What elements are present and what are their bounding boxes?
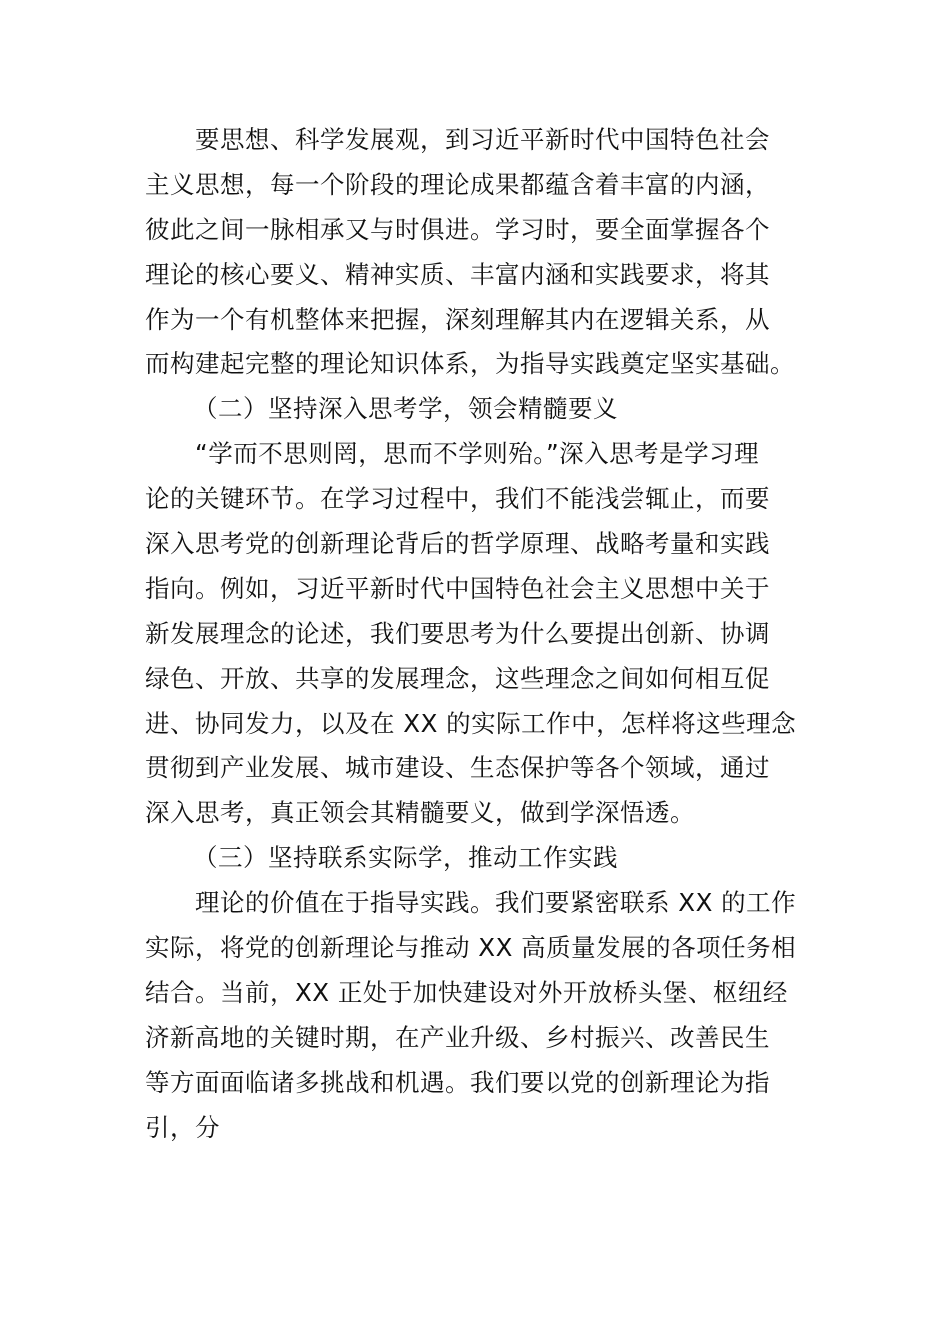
text-line: 绿色、开放、共享的发展理念，这些理念之间如何相互促 — [145, 663, 770, 693]
text-line: 指向。例如，习近平新时代中国特色社会主义思想中关于 — [145, 573, 770, 603]
text-line: 主义思想，每一个阶段的理论成果都蕴含着丰富的内涵， — [145, 169, 770, 199]
text-line: 彼此之间一脉相承又与时俱进。学习时，要全面掌握各个 — [145, 214, 770, 244]
text-line: 进、协同发力，以及在 XX 的实际工作中，怎样将这些理念 — [145, 708, 797, 738]
text-line: 济新高地的关键时期，在产业升级、乡村振兴、改善民生 — [145, 1022, 770, 1052]
section-heading-3: （三）坚持联系实际学，推动工作实践 — [193, 843, 618, 873]
text-line: 要思想、科学发展观，到习近平新时代中国特色社会 — [145, 125, 770, 154]
document-body — [145, 118, 825, 1150]
text-line: 深入思考，真正领会其精髓要义，做到学深悟透。 — [145, 798, 695, 828]
section-heading-2: （二）坚持深入思考学，领会精髓要义 — [193, 394, 618, 424]
text-line: 理论的核心要义、精神实质、丰富内涵和实践要求，将其 — [145, 259, 770, 289]
text-line: 引，分 — [145, 1112, 220, 1142]
text-line: 深入思考党的创新理论背后的哲学原理、战略考量和实践 — [145, 529, 770, 559]
text-line: 结合。当前，XX 正处于加快建设对外开放桥头堡、枢纽经 — [145, 977, 788, 1007]
text-line: 作为一个有机整体来把握，深刻理解其内在逻辑关系，从 — [145, 304, 770, 334]
text-line: 论的关键环节。在学习过程中，我们不能浅尝辄止，而要 — [145, 484, 770, 514]
text-line: “学而不思则罔，思而不学则殆。”深入思考是学习理 — [145, 439, 760, 469]
text-line: 贯彻到产业发展、城市建设、生态保护等各个领域，通过 — [145, 753, 770, 783]
text-line: 理论的价值在于指导实践。我们要紧密联系 XX 的工作 — [145, 888, 797, 918]
text-line: 新发展理念的论述，我们要思考为什么要提出创新、协调 — [145, 618, 770, 648]
text-line: 实际，将党的创新理论与推动 XX 高质量发展的各项任务相 — [145, 933, 797, 963]
text-line: 等方面面临诸多挑战和机遇。我们要以党的创新理论为指 — [145, 1067, 770, 1097]
text-line: 而构建起完整的理论知识体系，为指导实践奠定坚实基础。 — [145, 349, 795, 379]
